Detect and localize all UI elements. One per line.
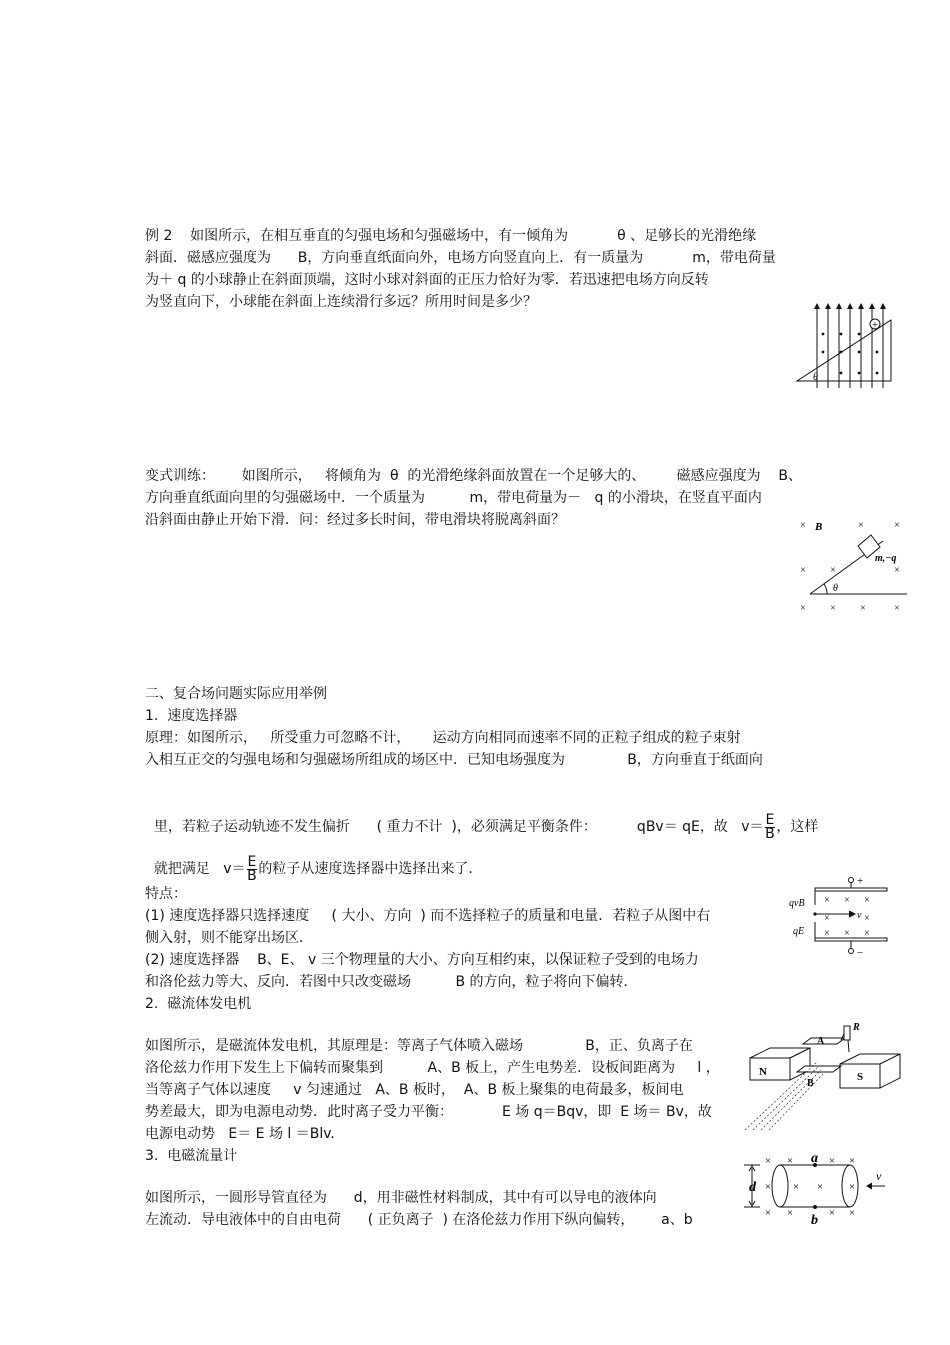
svg-text:×: × [830,565,836,576]
svg-text:×: × [800,565,806,576]
features-title: 特点： [145,886,187,902]
electrode-b-label: b [811,1213,818,1228]
variant-incline-figure [795,515,905,614]
e-over-b-fraction: $\frac{E}{B}$ [247,853,257,884]
svg-text:×: × [844,928,850,939]
svg-text:×: × [860,603,866,614]
svg-text:×: × [764,1181,772,1193]
example2-line-2: 斜面．磁感应强度为 B，方向垂直纸面向外，电场方向竖直向上．有一质量为 m，带电荷量 [145,250,776,266]
selection-line [145,818,482,886]
svg-text:×: × [858,520,864,531]
mhd-generator-figure [745,1022,895,1132]
svg-text:×: × [864,913,870,924]
selection-text-post: 的粒子从速度选择器中选择出来了． [258,861,483,877]
cross-marks [824,895,870,939]
svg-text:×: × [844,895,850,906]
variant-line-3: 沿斜面由静止开始下滑．问：经过多长时间，带电滑块将脱离斜面？ [145,512,565,528]
sub-heading-flowmeter: 3. 电磁流量计 [145,1148,238,1164]
qe-label: qE [793,926,805,937]
qvb-label: qvB [789,898,805,909]
theta-label: θ [833,583,838,594]
feature-line-3: (2) 速度选择器 B、E、 v 三个物理量的大小、方向互相约束，以保证粒子受到的电场力 [145,952,699,968]
example2-line-4: 为竖直向下，小球能在斜面上连续滑行多远？所用时间是多少？ [145,294,537,310]
svg-text:×: × [864,928,870,939]
svg-text:×: × [828,1155,836,1167]
feature-line-4: 和洛伦兹力等大、反向．若图中只改变磁场 B 的方向，粒子将向下偏转． [145,974,638,990]
e-over-b-fraction: $\frac{E}{B}$ [765,811,775,842]
cross-marks [800,520,900,614]
svg-text:×: × [864,895,870,906]
b-field-label: B [815,521,823,533]
feature-line-2: 侧入射，则不能穿出场区． [145,930,313,946]
example2-incline-field-figure [795,300,895,390]
svg-text:×: × [828,1207,836,1219]
electrode-a-label: a [811,1151,818,1166]
mhd-line-4: 势差最大，即为电源电动势．此时离子受力平衡： E 场 q＝Bqv，即 E 场＝ Bv，故 [145,1104,712,1120]
theta-label: θ [813,372,818,383]
mhd-line-1: 如图所示，是磁流体发电机，其原理是：等离子气体喷入磁场 B，正、负离子在 [145,1038,693,1054]
svg-text:×: × [848,1155,856,1167]
balance-text-post: ，这样 [776,819,819,835]
svg-text:×: × [824,895,830,906]
velocity-v-label: v [876,1169,882,1183]
v-label: v [857,910,862,921]
s-pole-label: S [857,1071,864,1083]
flowmeter-figure [740,1151,890,1228]
principle-line-1: 原理：如图所示， 所受重力可忽略不计， 运动方向相同而速率不同的正粒子组成的粒子束射 [145,730,741,746]
svg-text:×: × [894,603,900,614]
n-pole-label: N [759,1066,767,1078]
plate-a-label: A [817,1036,825,1047]
mhd-line-5: 电源电动势 E＝ E 场 l ＝Blv. [145,1126,335,1142]
sub-heading-mhd: 2. 磁流体发电机 [145,996,252,1012]
mhd-line-3: 当等离子气体以速度 v 匀速通过 A、B 板时， A、B 板上聚集的电荷最多，板间电 [145,1082,684,1098]
section-heading: 二、复合场问题实际应用举例 [145,686,327,702]
balance-text-pre: 里，若粒子运动轨迹不发生偏折 ( 重力不计 )，必须满足平衡条件： qBv＝ qE，故 v＝ [153,819,764,835]
resistor-r-label: R [853,1022,860,1033]
svg-text:×: × [894,565,900,576]
mhd-line-2: 洛伦兹力作用下发生上下偏转而聚集到 A、B 板上，产生电势差．设板间距离为 l ， [145,1060,720,1076]
svg-text:×: × [800,603,806,614]
svg-text:×: × [764,1207,772,1219]
minus-terminal-label: − [857,947,864,959]
plus-terminal-label: + [857,875,864,887]
svg-text:×: × [764,1155,772,1167]
svg-text:×: × [800,520,806,531]
charge-label: + [872,320,878,331]
svg-text:×: × [848,1181,856,1193]
velocity-selector-figure [785,872,890,962]
svg-text:×: × [824,928,830,939]
svg-text:×: × [792,1181,800,1193]
plate-b-label: B [807,1078,814,1089]
svg-text:×: × [830,603,836,614]
svg-text:×: × [816,1181,824,1193]
mass-charge-label: m,−q [875,553,897,564]
flow-line-1: 如图所示，一圆形导管直径为 d，用非磁性材料制成，其中有可以导电的液体向 [145,1190,657,1206]
variant-line-1: 变式训练： 如图所示， 将倾角为 θ 的光滑绝缘斜面放置在一个足够大的、 磁感应强度为 B、 [145,468,802,484]
diameter-d-label: d [749,1180,756,1195]
sub-heading-velocity-selector: 1. 速度选择器 [145,708,238,724]
example2-line-3: 为＋ q 的小球静止在斜面顶端，这时小球对斜面的正压力恰好为零．若迅速把电场方向反转 [145,272,709,288]
svg-text:×: × [894,520,900,531]
feature-line-1: (1) 速度选择器只选择速度 ( 大小、方向 ) 而不选择粒子的质量和电量．若粒子从图中右 [145,908,711,924]
flow-line-2: 左流动．导电液体中的自由电荷 ( 正负离子 ) 在洛伦兹力作用下纵向偏转， a、b [145,1212,693,1228]
selection-text-pre: 就把满足 v＝ [153,861,246,877]
svg-text:×: × [824,913,830,924]
svg-text:×: × [786,1207,794,1219]
variant-line-2: 方向垂直纸面向里的匀强磁场中．一个质量为 m，带电荷量为－ q 的小滑块，在竖直平面内 [145,490,762,506]
svg-text:×: × [848,1207,856,1219]
example2-line-1: 例 2 如图所示，在相互垂直的匀强电场和匀强磁场中，有一倾角为 θ 、足够长的光滑绝缘 [145,228,757,244]
svg-text:×: × [786,1155,794,1167]
principle-line-2: 入相互正交的匀强电场和匀强磁场所组成的场区中．已知电场强度为 B，方向垂直于纸面向 [145,752,763,768]
